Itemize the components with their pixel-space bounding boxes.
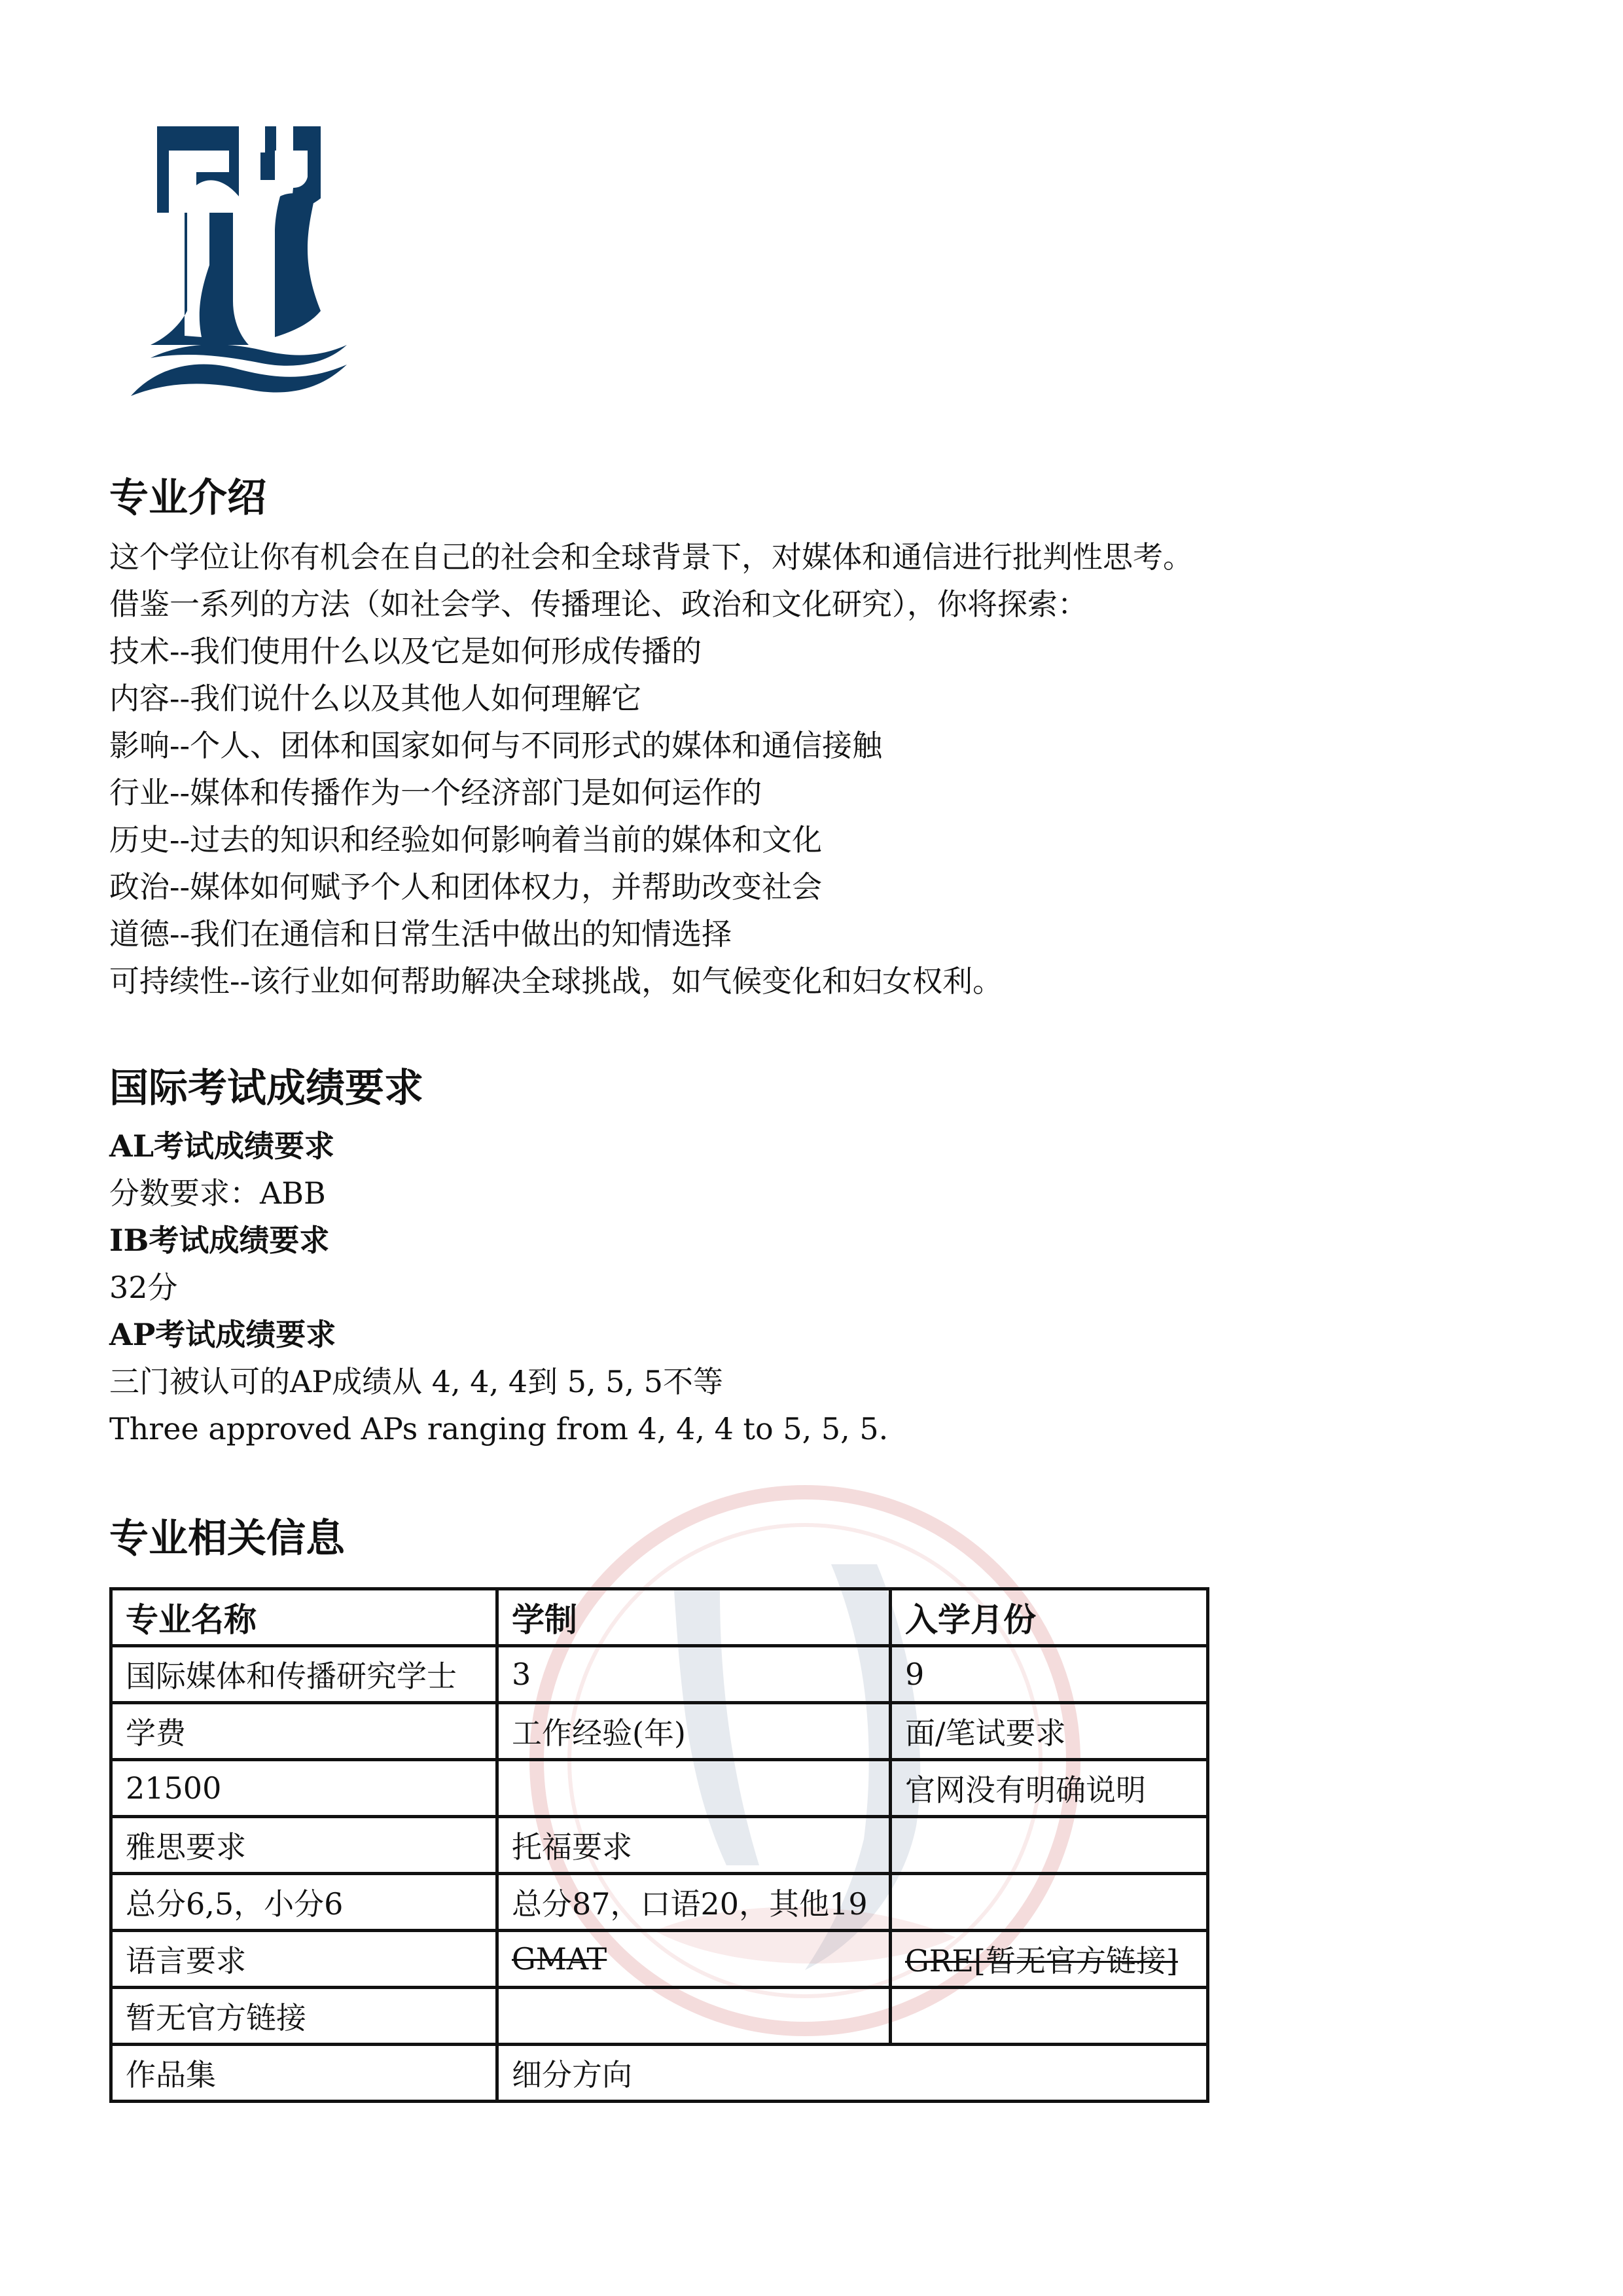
table-cell: [891, 1931, 1208, 1988]
intro-line: 内容--我们说什么以及其他人如何理解它: [109, 681, 642, 716]
intro-line: 借鉴一系列的方法（如社会学、传播理论、政治和文化研究），你将探索：: [109, 586, 1088, 622]
table-cell: 国际媒体和传播研究学士: [111, 1646, 497, 1703]
table-cell: 入学月份: [891, 1589, 1208, 1646]
intro-line: 影响--个人、团体和国家如何与不同形式的媒体和通信接触: [109, 728, 883, 763]
table-row: [111, 2045, 1208, 2102]
university-logo: [124, 115, 360, 409]
exams-text: [109, 1122, 888, 1452]
table-cell: 总分6,5，小分6: [111, 1874, 497, 1931]
table-cell: 工作经验(年): [497, 1703, 891, 1760]
table-cell: [497, 1760, 891, 1817]
gre-label: GRE[暂无官方链接]: [905, 1943, 1178, 1979]
table-cell: 语言要求: [111, 1931, 497, 1988]
table-cell: 9: [891, 1646, 1208, 1703]
table-cell: 托福要求: [497, 1817, 891, 1874]
intro-line: 可持续性--该行业如何帮助解决全球挑战，如气候变化和妇女权利。: [109, 963, 1003, 999]
table-row: [111, 1646, 1208, 1703]
table-cell: 学费: [111, 1703, 497, 1760]
table-cell: 学制: [497, 1589, 891, 1646]
table-row: [111, 1874, 1208, 1931]
ib-title: IB考试成绩要求: [109, 1223, 330, 1258]
table-row: [111, 1931, 1208, 1988]
table-row: [111, 1703, 1208, 1760]
table-cell: 总分87，口语20，其他19: [497, 1874, 891, 1931]
table-cell: [497, 1988, 891, 2045]
intro-line: 道德--我们在通信和日常生活中做出的知情选择: [109, 916, 732, 952]
table-cell: 细分方向: [497, 2045, 1208, 2102]
ap-title: AP考试成绩要求: [109, 1317, 336, 1352]
intro-line: 历史--过去的知识和经验如何影响着当前的媒体和文化: [109, 822, 823, 857]
table-cell: 21500: [111, 1760, 497, 1817]
table-cell: [497, 1931, 891, 1988]
program-info-table: [109, 1587, 1209, 2103]
intro-line: 行业--媒体和传播作为一个经济部门是如何运作的: [109, 775, 762, 810]
table-cell: [891, 1988, 1208, 2045]
table-cell: 雅思要求: [111, 1817, 497, 1874]
ap-value-en: Three approved APs ranging from 4, 4, 4 to 5, 5, 5.: [109, 1411, 889, 1446]
table-row: [111, 1988, 1208, 2045]
table-cell: 暂无官方链接: [111, 1988, 497, 2045]
intro-line: 技术--我们使用什么以及它是如何形成传播的: [109, 634, 702, 669]
table-cell: 3: [497, 1646, 891, 1703]
table-cell: 专业名称: [111, 1589, 497, 1646]
al-title: AL考试成绩要求: [109, 1128, 335, 1164]
intro-heading: 专业介绍: [109, 475, 266, 521]
table-cell: 面/笔试要求: [891, 1703, 1208, 1760]
table-cell: 作品集: [111, 2045, 497, 2102]
ap-value-cn: 三门被认可的AP成绩从 4, 4, 4到 5, 5, 5不等: [109, 1364, 723, 1399]
intro-line: 这个学位让你有机会在自己的社会和全球背景下，对媒体和通信进行批判性思考。: [109, 539, 1193, 575]
table-cell: [891, 1817, 1208, 1874]
table-row: [111, 1817, 1208, 1874]
intro-line: 政治--媒体如何赋予个人和团体权力，并帮助改变社会: [109, 869, 823, 905]
gmat-label: GMAT: [512, 1941, 607, 1977]
table-row: [111, 1760, 1208, 1817]
table-cell: 官网没有明确说明: [891, 1760, 1208, 1817]
exams-heading: 国际考试成绩要求: [109, 1066, 423, 1111]
al-value: 分数要求：ABB: [109, 1175, 326, 1211]
table-row: [111, 1589, 1208, 1646]
program-heading: 专业相关信息: [109, 1516, 345, 1562]
table-cell: [891, 1874, 1208, 1931]
intro-text: [109, 533, 1193, 1005]
ib-value: 32分: [109, 1270, 178, 1305]
